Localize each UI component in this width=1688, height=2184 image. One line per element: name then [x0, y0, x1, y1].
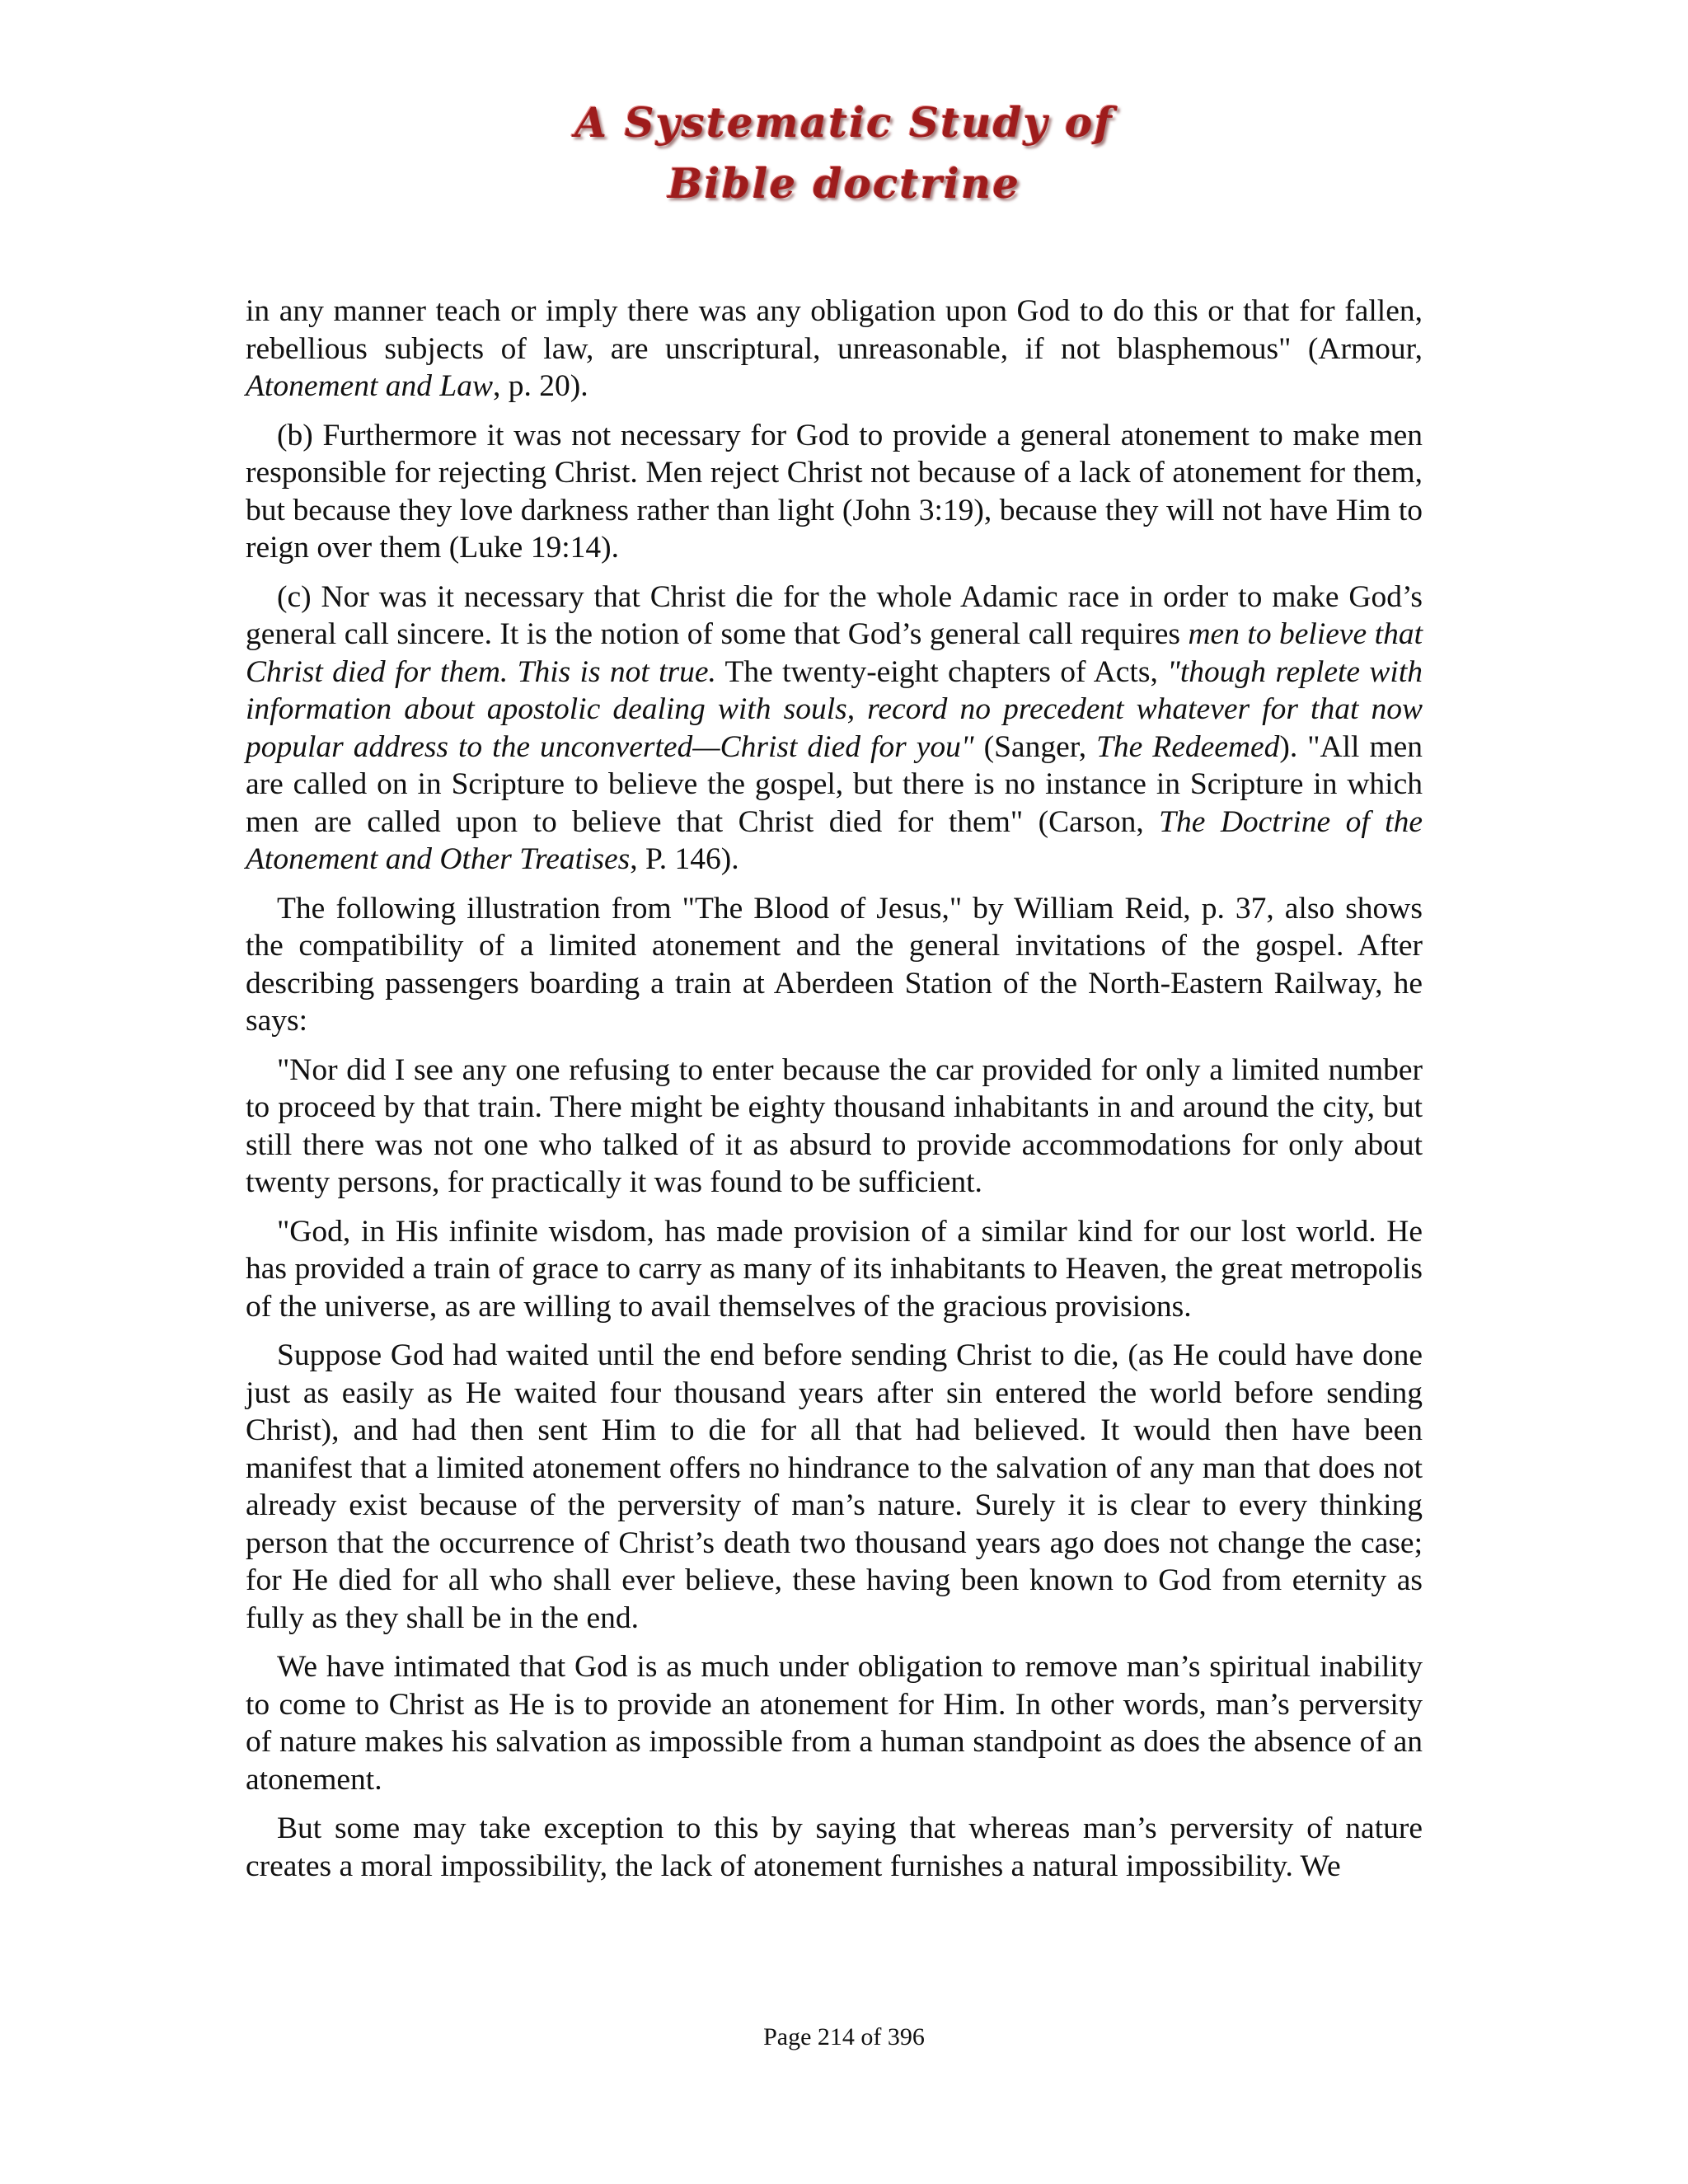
page-body	[246, 293, 1423, 1896]
paragraph-7: Suppose God had waited until the end before sending Christ to die, (as He could have done just as easily as He waited four thousand years after sin entered the world before sending Christ), and had then sent Him to die for all that had believed. It would then have been manifest that a limited atonement offers no hindrance to the salvation of any man that does not already exist because of the perversity of man’s nature. Surely it is clear to every thinking person that the occurrence of Christ’s death two thousand years ago does not change the case; for He died for all who shall ever believe, these having been known to God from eternity as fully as they shall be in the end.	[246, 1338, 1423, 1635]
logo-line-1: A Systematic Study of	[574, 98, 1114, 147]
paragraph-4: The following illustration from "The Blood of Jesus," by William Reid, p. 37, also shows the compatibility of a limited atonement and the general invitations of the gospel. After describing passengers boarding a train at Aberdeen Station of the North-Eastern Railway, he says:	[246, 891, 1423, 1038]
text-span: ). "All men are called on in Scripture to believe the gospel, but there is no instance in Scripture in which men are called upon to believe that Christ died for them" (Carson,	[246, 729, 1423, 839]
text-span: , p. 20).	[492, 369, 588, 403]
book-title-citation: The Redeemed	[1096, 729, 1280, 764]
quoted-emphasis: "though replete with information about apostolic dealing with souls, record no precedent whatever for that now popular address to the unconverted—Christ died for you"	[246, 654, 1423, 764]
page-number: Page 214 of 396	[763, 2023, 925, 2050]
text-span: , P. 146).	[630, 842, 739, 876]
paragraph-3	[246, 579, 1423, 879]
text-span: (Sanger,	[973, 729, 1097, 764]
text-span: (c) Nor was it necessary that Christ die for the whole Adamic race in order to make God’s general call sincere. It is the notion of some that God’s general call requires	[246, 579, 1423, 651]
paragraph-6: "God, in His infinite wisdom, has made provision of a similar kind for our lost world. He has provided a train of grace to carry as many of its inhabitants to Heaven, the great metropolis of the universe, as are willing to avail themselves of the gracious provisions.	[246, 1214, 1423, 1324]
logo-line-2: Bible doctrine	[668, 159, 1020, 208]
paragraph-1	[246, 293, 1423, 405]
paragraph-2: (b) Furthermore it was not necessary for God to provide a general atonement to make men responsible for rejecting Christ. Men reject Christ not because of a lack of atonement for them, but because they love darkness rather than light (John 3:19), because they will not have Him to reign over them (Luke 19:14).	[246, 418, 1423, 565]
text-span: in any manner teach or imply there was any obligation upon God to do this or that for fallen, rebellious subjects of law, are unscriptural, unreasonable, if not blasphemous" (Armour,	[246, 294, 1423, 366]
paragraph-9: But some may take exception to this by saying that whereas man’s perversity of nature creates a moral impossibility, the lack of atonement furnishes a natural impossibility. We	[246, 1811, 1423, 1883]
paragraph-5: "Nor did I see any one refusing to enter because the car provided for only a limited number to proceed by that train. There might be eighty thousand inhabitants in and around the city, but still there was not one who talked of it as absurd to provide accommodations for only about twenty persons, for practically it was found to be sufficient.	[246, 1052, 1423, 1199]
text-span: The twenty-eight chapters of Acts,	[715, 654, 1168, 689]
book-title-logo	[0, 92, 1688, 216]
book-title-citation: Atonement and Law	[246, 369, 493, 403]
emphasis-text: men to believe that Christ died for them. This is not true.	[246, 617, 1423, 689]
paragraph-8: We have intimated that God is as much under obligation to remove man’s spiritual inability to come to Christ as He is to provide an atonement for Him. In other words, man’s perversity of nature makes his salvation as impossible from a human standpoint as does the absence of an atonement.	[246, 1650, 1423, 1797]
book-title-citation: The Doctrine of the Atonement and Other Treatises	[246, 804, 1423, 876]
